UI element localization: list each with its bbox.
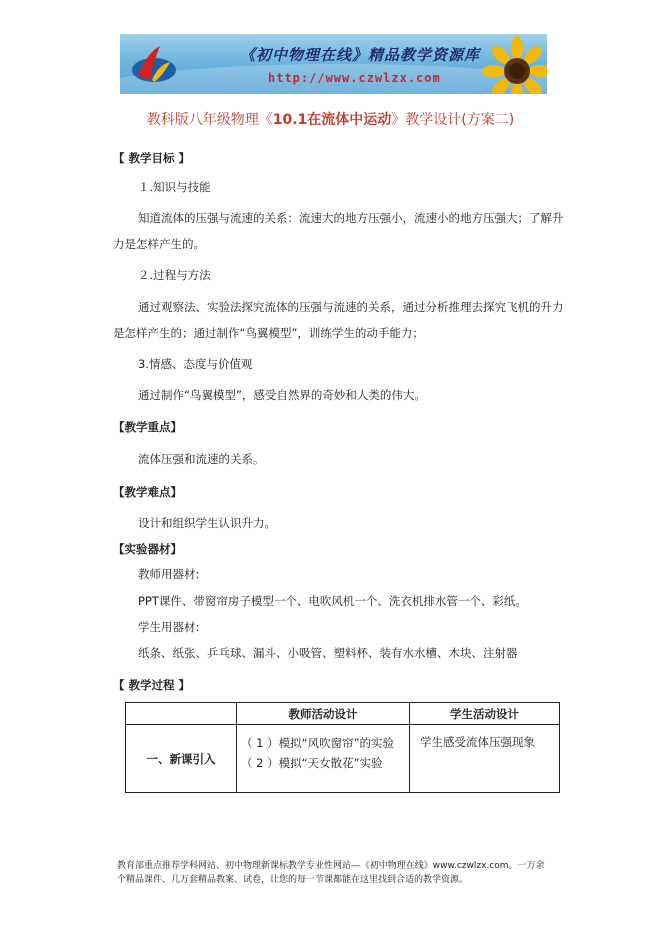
- footer-line-1: 教育部重点推荐学科网站、初中物理新课标教学专业性网站---《初中物理在线》www.czwlzx.com。一万余: [117, 861, 545, 871]
- objective-process-line2: 是怎样产生的；通过制作“鸟翼模型”，训练学生的动手能力；: [113, 326, 424, 340]
- teacher-equipment-label: 教师用器材:: [138, 567, 200, 581]
- key-point-text: 流体压强和流速的关系。: [138, 452, 265, 466]
- banner-title: 《初中物理在线》精品教学资源库: [240, 46, 481, 64]
- title-bold: 10.1在流体中运动: [272, 112, 392, 128]
- footer-line-2: 个精品课件、几万套精品教案、试卷，让您的每一节课都能在这里找到合适的教学资源。: [117, 875, 469, 885]
- difficulty-text: 设计和组织学生认识升力。: [138, 516, 276, 530]
- title-prefix: 教科版八年级物理《: [146, 112, 273, 128]
- sunflower-icon: [482, 36, 547, 94]
- student-activity-cell: 学生感受流体压强现象: [410, 725, 560, 793]
- teacher-activity-2: （ 2 ）模拟“天女散花”实验: [241, 756, 383, 770]
- document-title: [0, 109, 661, 129]
- stage-cell: 一、新课引入: [126, 725, 237, 793]
- objective-knowledge-title: １.知识与技能: [138, 180, 211, 194]
- table-header-student: 学生活动设计: [410, 703, 560, 725]
- header-banner: [120, 34, 547, 94]
- table-header-teacher: 教师活动设计: [237, 703, 410, 725]
- objective-emotion-title: 3.情感、态度与价值观: [138, 357, 253, 371]
- objective-knowledge-line2: 力是怎样产生的。: [113, 237, 205, 251]
- title-suffix: 》教学设计(方案二): [391, 112, 515, 128]
- banner-url-link[interactable]: http://www.czwlzx.com: [268, 71, 441, 85]
- teacher-activity-1: （ 1 ）模拟“风吹窗帘”的实验: [241, 736, 395, 750]
- process-heading: 【 教学过程 】: [113, 678, 191, 692]
- difficulty-heading: 【教学难点】: [113, 485, 182, 499]
- table-row: [126, 725, 560, 793]
- teacher-equipment-items: PPT课件、带窗帘房子模型一个、电吹风机一个、洗衣机排水管一个、彩纸。: [138, 594, 527, 608]
- objective-process-title: ２.过程与方法: [138, 268, 211, 282]
- process-table: [125, 702, 560, 793]
- equipment-heading: 【实验器材】: [113, 542, 182, 556]
- key-point-heading: 【教学重点】: [113, 420, 182, 434]
- table-header-row: [126, 703, 560, 725]
- student-equipment-items: 纸条、纸张、乒乓球、漏斗、小吸管、塑料杯、装有水水槽、木块、注射器: [138, 646, 518, 660]
- student-equipment-label: 学生用器材:: [138, 620, 200, 634]
- site-logo-icon: [130, 40, 178, 88]
- teacher-activity-cell: [237, 725, 410, 793]
- objectives-heading: 【 教学目标 】: [113, 151, 191, 165]
- table-header-blank: [126, 703, 237, 725]
- objective-process-line1: 通过观察法、实验法探究流体的压强与流速的关系，通过分析推理去探究飞机的升力: [138, 300, 564, 314]
- objective-emotion-line1: 通过制作“鸟翼模型”，感受自然界的奇妙和人类的伟大。: [138, 388, 426, 402]
- objective-knowledge-line1: 知道流体的压强与流速的关系：流速大的地方压强小，流速小的地方压强大；了解升: [138, 211, 564, 225]
